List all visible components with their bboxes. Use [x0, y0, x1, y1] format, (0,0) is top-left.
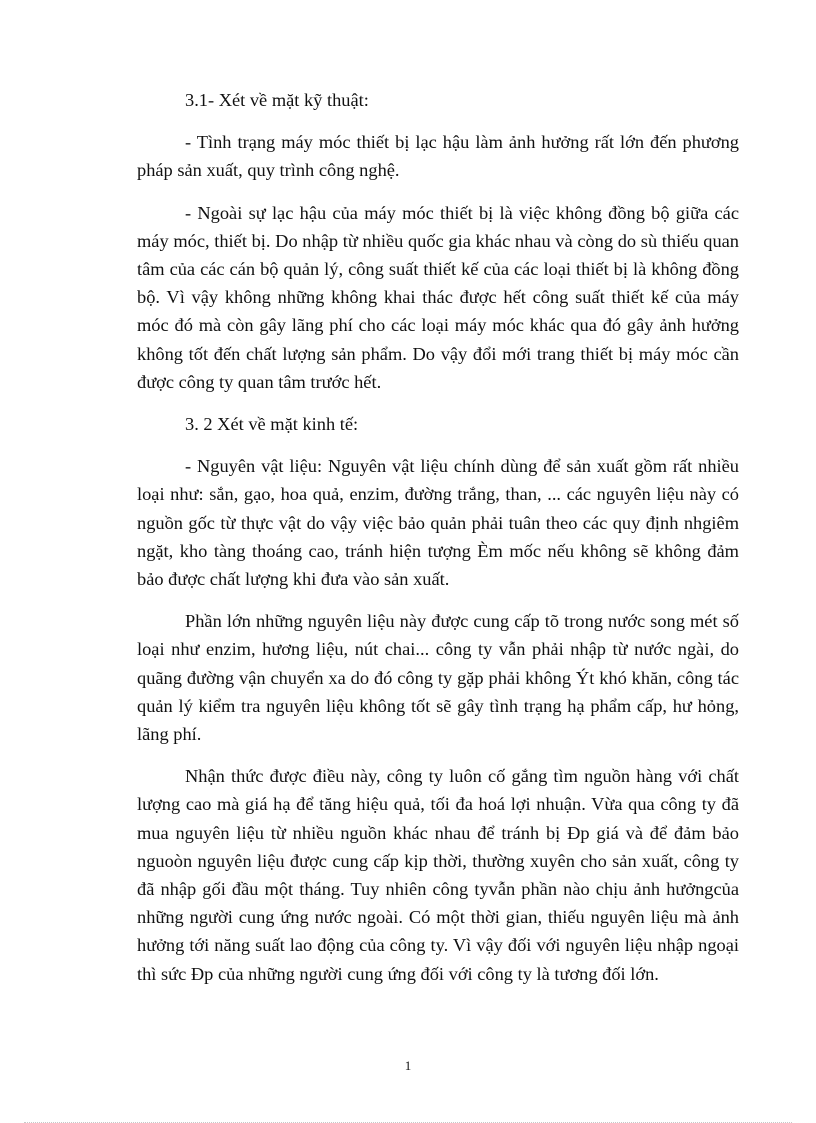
section-heading-economic: 3. 2 Xét về mặt kinh tế: [185, 414, 359, 435]
paragraph-economic-2: Phần lớn những nguyên liệu này được cung cấp tõ trong nước song mét số loại như enzim, hương liệu, nút chai... công ty vẫn phải nhập từ nước ngài, do quãng đường vận chuyển xa do đó công ty gặp phải không Ýt khó khăn, công tác quản lý kiểm tra nguyên liệu không tốt sẽ gây tình trạng hạ phẩm cấp, hư hỏng, lãng phí. [137, 611, 739, 745]
paragraph-technical-2: - Ngoài sự lạc hậu của máy móc thiết bị là việc không đồng bộ giữa các máy móc, thiết bị. Do nhập từ nhiều quốc gia khác nhau và còng do sù thiếu quan tâm của các cán bộ quản lý, công suất thiết kế của các loại thiết bị là không đồng bộ. Vì vậy không những không khai thác được hết công suất thiết kế của máy móc đó mà còn gây lãng phí cho các loại máy móc khác qua đó gây ảnh hưởng không tốt đến chất lượng sản phẩm. Do vậy đổi mới trang thiết bị máy móc cần được công ty quan tâm trước hết. [137, 202, 739, 392]
page-number: 1 [404, 1058, 412, 1073]
paragraph-economic-3: Nhận thức được điều này, công ty luôn cố gắng tìm nguồn hàng với chất lượng cao mà giá hạ để tăng hiệu quả, tối đa hoá lợi nhuận. Vừa qua công ty đã mua nguyên liệu từ nhiều nguồn khác nhau để tránh bị Ðp giá và để đảm bảo nguoòn nguyên liệu được cung cấp kịp thời, thường xuyên cho sản xuất, công ty đã nhập gối đầu một tháng. Tuy nhiên công tyvẫn phần nào chịu ảnh hưởngcủa những người cung ứng nước ngoài. Có một thời gian, thiếu nguyên liệu mà ảnh hưởng tới năng suất lao động của công ty. Vì vậy đối với nguyên liệu nhập ngoại thì sức Ðp của những người cung ứng đối với công ty là tương đối lớn. [137, 766, 739, 984]
document-body [137, 86, 739, 1002]
paragraph-economic-1: - Nguyên vật liệu: Nguyên vật liệu chính dùng để sản xuất gồm rất nhiều loại như: sắn, gạo, hoa quả, enzim, đường trắng, than, ... các nguyên liệu này có nguồn gốc từ thực vật do vậy việc bảo quản phải tuân theo các quy định nhgiêm ngặt, kho tàng thoáng cao, tránh hiện tượng Èm mốc nếu không sẽ không đảm bảo được chất lượng khi đưa vào sản xuất. [137, 456, 739, 590]
section-heading-technical: 3.1- Xét về mặt kỹ thuật: [185, 90, 369, 110]
paragraph-technical-1: - Tình trạng máy móc thiết bị lạc hậu làm ảnh hưởng rất lớn đến phương pháp sản xuất, quy trình công nghệ. [137, 132, 739, 181]
